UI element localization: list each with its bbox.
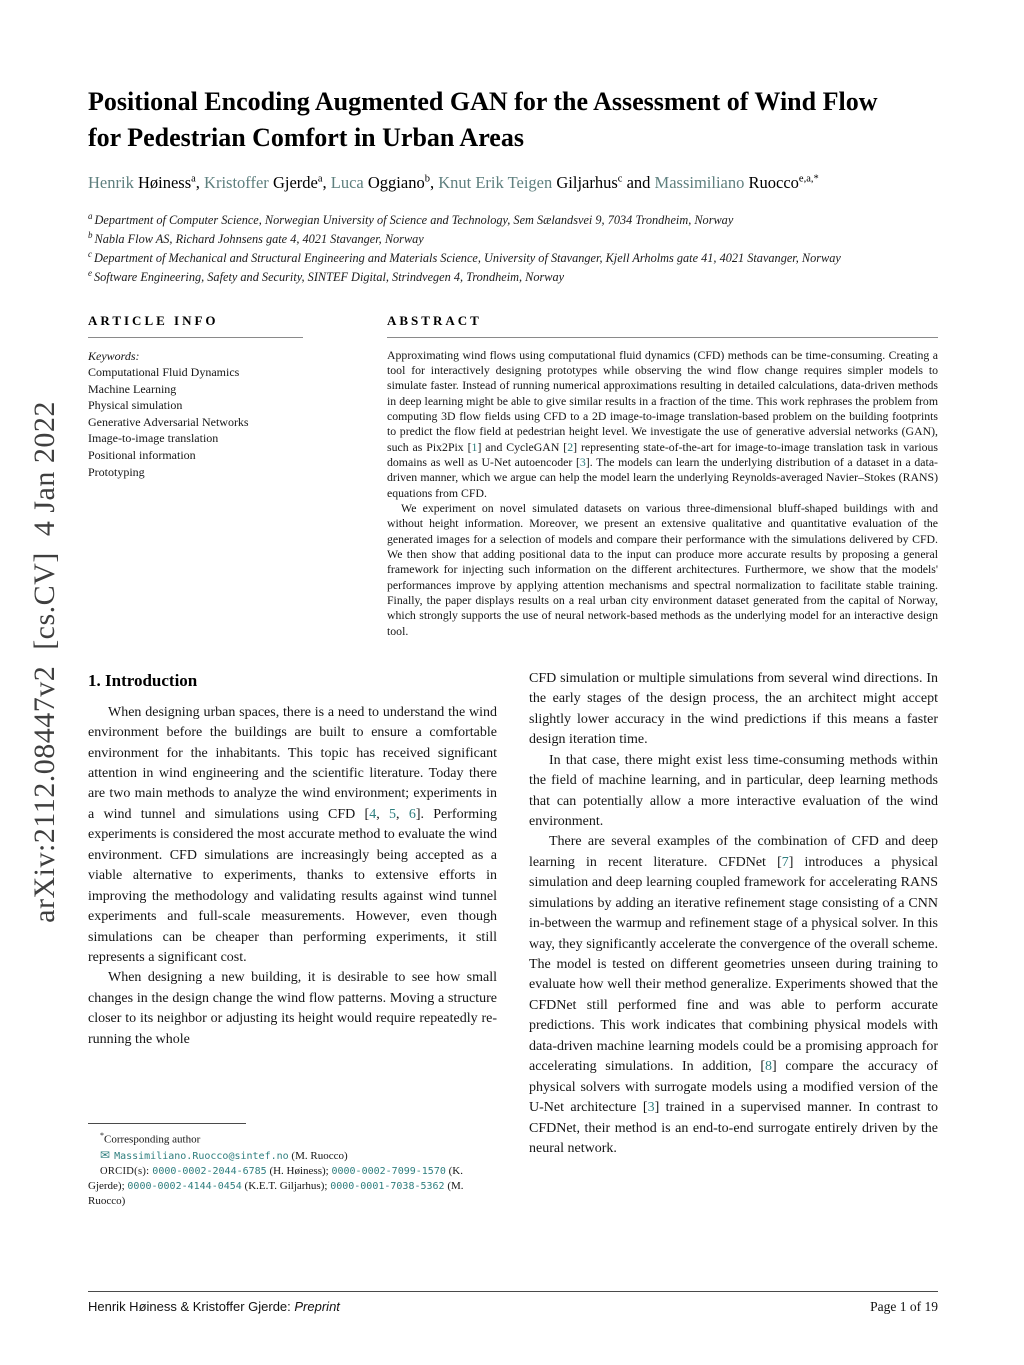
author-family-name: Oggiano	[367, 172, 425, 192]
author-given-name: Luca	[330, 172, 368, 192]
keywords-label: Keywords:	[88, 348, 140, 363]
email-link[interactable]: Massimiliano.Ruocco@sintef.no	[114, 1151, 289, 1163]
footnote-block	[88, 1115, 497, 1209]
info-abstract-section	[88, 313, 938, 639]
author-family-name: Ruocco	[748, 172, 799, 192]
keyword-item: Image-to-image translation	[88, 431, 219, 446]
orcid-line	[88, 1164, 497, 1209]
author-separator: ,	[195, 172, 205, 192]
abstract-body	[387, 348, 938, 639]
author-affiliation-mark: c	[617, 173, 623, 185]
affiliation-line	[88, 210, 938, 229]
citation-link[interactable]: 7	[781, 854, 789, 870]
author	[204, 173, 331, 192]
paper-content	[88, 84, 938, 1209]
author-given-name: Kristoffer	[204, 172, 273, 192]
page-footer	[88, 1291, 938, 1315]
orcid-link[interactable]: 0000-0001-7038-5362	[330, 1181, 445, 1193]
keyword-item: Physical simulation	[88, 398, 183, 413]
orcid-owner: (K.E.T. Giljarhus);	[241, 1180, 331, 1193]
author-family-name: Giljarhus	[556, 172, 618, 192]
citation-link[interactable]: 3	[647, 1100, 655, 1116]
body-left-column	[88, 669, 497, 1209]
abstract-paragraph: We experiment on novel simulated datasets on various three-dimensional bluff-shaped buildings with and without height information. Moreover, we present an extensive qualitative and quantitative evaluation of the generated images for a selection of models and compare their performance with the simulations delivered by CFD. We then show that adding positional data to the input can produce more accurate results by proposing a general framework for injecting such information on the different architectures. Furthermore, we show that the models' performances improve by applying attention mechanisms and spectral normalization to facilitate stable training. Finally, the paper displays results on a real urban city environment dataset generated from the capital of Norway, which strongly supports the use of neural network-based methods as the underlying model for an interactive design tool.	[387, 500, 938, 638]
keywords-block	[88, 348, 303, 480]
intro-paragraph: There are several examples of the combination of CFD and deep learning in recent literature. CFDNet [7] introduces a physical simulation and deep learning coupled framework for accelerating RANS simulations by adding an iterative refinement stage consisting of a CNN in-between the warmup and refinement stage of a physical solver. In this way, they significantly accelerate the convergence of the overall scheme. The model is tested on different geometries unseen during training to evaluate how well their method generalize. Experiments showed that the CFDNet still performed fine and was able to perform accurate predictions. This work indicates that combining physical models with data-driven machine learning models could be a promising approach for accelerating simulations. In addition, [8] compare the accuracy of physical solvers with surrogate models using a modified version of the U-Net architecture [3] trained in a supervised manner. In contrast to CFDNet, their method is an end-to-end surrogate entirely driven by the neural network.	[529, 834, 938, 1156]
affiliation-text: Software Engineering, Safety and Security, SINTEF Digital, Strindvegen 4, Trondheim, Norway	[94, 270, 565, 285]
citation-link[interactable]: 3	[579, 454, 586, 469]
page-number: Page 1 of 19	[870, 1299, 938, 1314]
footer-preprint-label: Preprint	[294, 1299, 340, 1314]
intro-paragraph: CFD simulation or multiple simulations from several wind directions. In the early stages of the design process, the an architect might accept slightly lower accuracy in the wind predictions if this means a faster design iteration time.	[529, 670, 938, 748]
citation-link[interactable]: 2	[567, 439, 574, 454]
author-family-name: Gjerde	[272, 172, 318, 192]
affiliation-text: Nabla Flow AS, Richard Johnsens gate 4, 4021 Stavanger, Norway	[94, 231, 424, 246]
orcid-link[interactable]: 0000-0002-7099-1570	[331, 1166, 446, 1178]
affiliation-mark: b	[88, 229, 93, 240]
orcid-link[interactable]: 0000-0002-4144-0454	[127, 1181, 242, 1193]
keyword-item: Machine Learning	[88, 381, 177, 396]
footer-running-head	[88, 1299, 340, 1314]
envelope-icon: ✉	[100, 1148, 111, 1163]
author	[88, 173, 204, 192]
author	[438, 173, 654, 192]
email-owner: (M. Ruocco)	[288, 1150, 348, 1163]
corresponding-author-note	[88, 1131, 497, 1148]
footer-authors: Henrik Høiness & Kristoffer Gjerde:	[88, 1299, 295, 1314]
affiliation-text: Department of Mechanical and Structural Engineering and Materials Science, University of Stavanger, Kjell Arholms gate 41, 4021 Stavanger, Norway	[94, 251, 841, 266]
section-heading-introduction: 1. Introduction	[88, 670, 198, 690]
corresponding-author-text: Corresponding author	[104, 1133, 201, 1146]
author-separator: ,	[429, 172, 439, 192]
affiliation-line	[88, 248, 938, 267]
intro-paragraph: When designing a new building, it is desirable to see how small changes in the design change the wind flow patterns. Moving a structure closer to its neighbor or adjusting its height would require repeatedly re-running the whole	[88, 970, 497, 1047]
keyword-item: Generative Adversarial Networks	[88, 414, 249, 429]
article-info-heading: ARTICLE INFO	[88, 313, 303, 338]
keyword-item: Prototyping	[88, 464, 145, 479]
email-line	[88, 1147, 497, 1164]
intro-paragraph: In that case, there might exist less time-consuming methods within the field of machine learning, and in particular, deep learning methods that can potentially allow a more interactive evaluation of the wind environment.	[529, 752, 938, 829]
keyword-item: Computational Fluid Dynamics	[88, 365, 240, 380]
orcid-owner: (K. Gjerde);	[88, 1165, 463, 1193]
authors-line	[88, 171, 938, 196]
orcid-label: ORCID(s):	[100, 1166, 153, 1178]
author-affiliation-mark: b	[424, 173, 430, 185]
author	[655, 173, 819, 192]
author-affiliation-mark: e,a,*	[798, 173, 819, 185]
footnote-star: *	[100, 1130, 104, 1140]
orcid-owner: (H. Høiness);	[266, 1165, 332, 1178]
abstract-heading: ABSTRACT	[387, 313, 938, 338]
body-right-column	[529, 669, 938, 1209]
affiliation-line	[88, 229, 938, 248]
citation-link[interactable]: 8	[765, 1059, 773, 1075]
author-separator: and	[622, 172, 655, 192]
citation-link[interactable]: 4	[369, 806, 377, 822]
abstract-paragraph: Approximating wind flows using computational fluid dynamics (CFD) methods can be time-consuming. Creating a tool for interactively designing prototypes while observing the wind flow change requires simpler models to simulate faster. Instead of running numerical approximations resulting in detailed calculations, data-driven methods in deep learning might be able to give similar results in a fraction of the time. This work rephrases the problem from computing 3D flow fields using CFD to a 2D image-to-image translation-based problem on the building footprints to predict the flow field at pedestrian height level. We investigate the use of generative adversial networks (GAN), such as Pix2Pix [1] and CycleGAN [2] representing state-of-the-art for image-to-image translation task in various domains as well as U-Net autoencoder [3]. The models can learn the underlying distribution of a dataset in a data-driven manner, which we argue can help the model learn the underlying Reynolds-averaged Navier–Stokes (RANS) equations from CFD.	[387, 347, 938, 500]
orcid-link[interactable]: 0000-0002-2044-6785	[152, 1166, 267, 1178]
author-given-name: Knut Erik Teigen	[438, 172, 557, 192]
article-info-column	[88, 313, 303, 639]
affiliations-block	[88, 210, 938, 287]
author	[331, 173, 438, 192]
citation-link[interactable]: 1	[471, 439, 478, 454]
paper-title: Positional Encoding Augmented GAN for the Assessment of Wind Flow for Pedestrian Comfort in Urban Areas	[88, 87, 878, 152]
orcid-owner: (M. Ruocco)	[88, 1180, 464, 1208]
affiliation-mark: a	[88, 210, 93, 221]
author-separator: ,	[322, 172, 331, 192]
affiliation-line	[88, 267, 938, 286]
author-given-name: Massimiliano	[654, 172, 749, 192]
author-affiliation-mark: a	[191, 173, 196, 185]
citation-link[interactable]: 5	[389, 806, 397, 822]
affiliation-mark: e	[88, 268, 92, 279]
footnote-rule	[88, 1123, 246, 1124]
abstract-column	[387, 313, 938, 639]
author-family-name: Høiness	[137, 172, 192, 192]
arxiv-watermark: arXiv:2112.08447v2 [cs.CV] 4 Jan 2022	[28, 401, 61, 923]
citation-link[interactable]: 6	[408, 806, 416, 822]
author-given-name: Henrik	[88, 172, 138, 192]
affiliation-text: Department of Computer Science, Norwegian University of Science and Technology, Sem Sælandsvei 9, 7034 Trondheim, Norway	[94, 212, 734, 227]
keyword-item: Positional information	[88, 447, 196, 462]
intro-paragraph: When designing urban spaces, there is a need to understand the wind environment before the buildings are built to ensure a comfortable environment for the inhabitants. This topic has received significant attention in wind engineering and the scientific literature. Today there are two main methods to analyze the wind environment; experiments in a wind tunnel and simulations using CFD [4, 5, 6]. Performing experiments is considered the most accurate method to evaluate the wind environment. CFD simulations are increasingly being accepted as a viable alternative to experiments, thanks to extensive efforts in improving the methodology and validating results against wind tunnel experiments and full-scale measurements. However, even though simulations can be cheaper than performing experiments, it still represents a significant cost.	[88, 704, 498, 965]
affiliation-mark: c	[88, 249, 92, 260]
body-two-columns	[88, 669, 938, 1209]
author-affiliation-mark: a	[317, 173, 323, 185]
